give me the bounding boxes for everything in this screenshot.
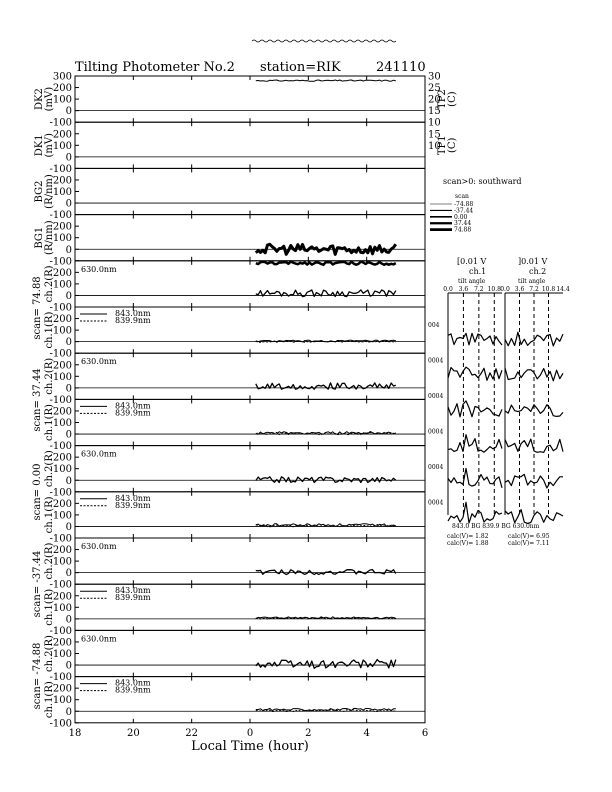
panel-ylabel: ch.2(R) bbox=[44, 635, 55, 672]
legend-843: 843.0nm bbox=[115, 586, 151, 596]
y-tick-label: 100 bbox=[52, 94, 72, 106]
calc-ch1-a: calc(V)= 1.82 bbox=[447, 533, 489, 540]
series-bg1 bbox=[256, 244, 396, 254]
panel-ylabel: BG1(R/nm) bbox=[34, 220, 55, 256]
panel-s2c2 bbox=[44, 353, 425, 406]
y-tick-label: 300 bbox=[52, 71, 72, 83]
y-tick-label: 100 bbox=[52, 695, 72, 707]
y-tick-label: 0 bbox=[65, 198, 72, 210]
y-tick-label: 200 bbox=[52, 545, 72, 557]
y-tick-label: 0 bbox=[65, 660, 72, 672]
scan-label-2: scan= 37.44 bbox=[32, 368, 43, 432]
ch1-tilt-label: tilt angle bbox=[458, 278, 486, 285]
y-tick-label: 200 bbox=[52, 267, 72, 279]
x-tick-label: 18 bbox=[68, 727, 82, 739]
panel-dk1 bbox=[34, 122, 425, 175]
panel-frame bbox=[75, 353, 425, 399]
figure-title: Tilting Photometer No.2 bbox=[75, 60, 235, 75]
scan-legend-label: 37.44 bbox=[454, 220, 472, 228]
y-tick-label: 200 bbox=[52, 683, 72, 695]
scan-legend-label: -37.44 bbox=[454, 207, 474, 215]
y-tick-label: 200 bbox=[52, 498, 72, 510]
scan-label-5: scan= -74.88 bbox=[32, 642, 43, 710]
y-tick-label: -100 bbox=[49, 210, 72, 222]
scan-label-3: scan= 0.00 bbox=[32, 463, 43, 521]
line-label-630: 630.0nm bbox=[81, 449, 117, 459]
y-tick-label: -100 bbox=[49, 672, 72, 684]
ch1-tilt-tick: 10.8 bbox=[487, 286, 501, 293]
series-dk2 bbox=[256, 80, 396, 81]
ch2-tilt-tick: 3.6 bbox=[514, 286, 525, 293]
x-tick-label: 22 bbox=[185, 727, 199, 739]
panel-bg1 bbox=[34, 215, 425, 268]
series-630-0nm bbox=[256, 383, 396, 389]
y-tick-label: 200 bbox=[52, 591, 72, 603]
y-tick-label: 0 bbox=[65, 429, 72, 441]
temp-tick-label: 25 bbox=[428, 83, 441, 94]
panel-frame bbox=[75, 76, 425, 122]
x-tick-label: 6 bbox=[421, 727, 429, 739]
ch1-tilt-tick: 0.0 bbox=[443, 286, 453, 293]
y-tick-label: 200 bbox=[52, 314, 72, 326]
y-tick-label: 0 bbox=[65, 706, 72, 718]
y-tick-label: 100 bbox=[52, 371, 72, 383]
y-tick-label: 0 bbox=[65, 290, 72, 302]
ch2-tilt-label: tilt angle bbox=[518, 278, 546, 285]
series-630-0nm bbox=[256, 477, 396, 483]
y-tick-label: 0 bbox=[65, 106, 72, 118]
y-tick-label: -100 bbox=[49, 256, 72, 268]
y-tick-label: -100 bbox=[49, 302, 72, 314]
ch1-tilt-tick: 7.2 bbox=[474, 286, 484, 293]
y-tick-label: 0 bbox=[65, 568, 72, 580]
y-tick-label: -100 bbox=[49, 163, 72, 175]
panel-ylabel: ch.1(R) bbox=[44, 588, 55, 626]
y-tick-label: -100 bbox=[49, 394, 72, 406]
panel-ylabel: BG2(R/nm) bbox=[34, 174, 55, 209]
panel-s4c1 bbox=[44, 584, 425, 637]
y-tick-label: -100 bbox=[49, 487, 72, 499]
legend-839: 839.9nm bbox=[115, 408, 151, 418]
y-tick-label: 200 bbox=[52, 83, 72, 95]
tilt-row-label: 0004 bbox=[428, 393, 444, 400]
y-tick-label: 0 bbox=[65, 152, 72, 164]
date-label: 241110 bbox=[376, 60, 426, 75]
temp-tick-label: 30 bbox=[428, 71, 441, 83]
legend-839: 839.9nm bbox=[115, 593, 151, 603]
tilt-bottom-labels: 843.0 BG 839.9 BG 630.0nm bbox=[452, 523, 540, 530]
line-label-630: 630.0nm bbox=[81, 357, 117, 367]
y-tick-label: 100 bbox=[52, 510, 72, 522]
legend-839: 839.9nm bbox=[115, 685, 151, 695]
scan-direction-note: scan>0: southward bbox=[443, 177, 522, 186]
ch2-tilt-tick: 7.2 bbox=[529, 286, 539, 293]
y-tick-label: 100 bbox=[52, 279, 72, 291]
header-wavy-trace bbox=[252, 40, 396, 42]
calc-ch2-a: calc(V)= 6.95 bbox=[508, 533, 550, 540]
y-tick-label: -100 bbox=[49, 533, 72, 545]
y-tick-label: 200 bbox=[52, 175, 72, 187]
y-tick-label: 200 bbox=[52, 452, 72, 464]
panel-s1c2 bbox=[44, 261, 425, 314]
y-tick-label: -100 bbox=[49, 348, 72, 360]
y-tick-label: 100 bbox=[52, 602, 72, 614]
y-tick-label: 100 bbox=[52, 325, 72, 337]
y-tick-label: 0 bbox=[65, 614, 72, 626]
panel-frame bbox=[75, 168, 425, 214]
station-label: station=RIK bbox=[260, 60, 341, 75]
panel-ylabel: ch.2(R) bbox=[44, 450, 55, 488]
y-tick-label: -100 bbox=[49, 441, 72, 453]
panel-ylabel: ch.1(R) bbox=[44, 681, 55, 719]
panel-ylabel: DK2(mV) bbox=[34, 86, 55, 112]
legend-843: 843.0nm bbox=[115, 678, 151, 688]
tilt-row-label: 004 bbox=[428, 322, 440, 329]
panel-frame bbox=[75, 261, 425, 307]
y-tick-label: 200 bbox=[52, 129, 72, 141]
series-bg1-low bbox=[256, 262, 396, 265]
x-axis-title: Local Time (hour) bbox=[191, 738, 309, 754]
line-label-630: 630.0nm bbox=[81, 264, 117, 274]
panel-ylabel: ch.1(R) bbox=[44, 404, 55, 441]
y-tick-label: 200 bbox=[52, 406, 72, 418]
y-tick-label: 0 bbox=[65, 521, 72, 533]
panel-ylabel: ch.2(R) bbox=[44, 542, 55, 580]
panel-s5c2 bbox=[44, 630, 425, 683]
panel-s3c2 bbox=[44, 446, 425, 499]
x-tick-label: 20 bbox=[126, 727, 140, 739]
line-label-630: 630.0nm bbox=[81, 542, 117, 551]
ch1-scale: [0.01 V bbox=[457, 257, 487, 266]
legend-843: 843.0nm bbox=[115, 493, 151, 503]
panel-s2c1 bbox=[44, 399, 425, 452]
y-tick-label: 100 bbox=[52, 556, 72, 568]
ch2-tilt-tick: 14.4 bbox=[556, 286, 570, 293]
y-tick-label: -100 bbox=[49, 117, 72, 129]
y-tick-label: 200 bbox=[52, 221, 72, 233]
x-tick-label: 0 bbox=[246, 727, 254, 739]
tilt-row-label: 0004 bbox=[428, 464, 444, 471]
x-axis bbox=[69, 728, 429, 754]
tp1-label: TP1(C) bbox=[437, 135, 458, 156]
y-tick-label: -100 bbox=[49, 718, 72, 730]
legend-843: 843.0nm bbox=[115, 401, 151, 411]
panel-dk2 bbox=[34, 72, 425, 129]
series-630-0nm bbox=[256, 660, 396, 669]
temp-tick-label: 15 bbox=[428, 129, 441, 141]
temp-tick-label: 10 bbox=[428, 117, 441, 129]
y-tick-label: -100 bbox=[49, 579, 72, 591]
scan-legend-label: 74.88 bbox=[454, 226, 472, 234]
y-tick-label: 200 bbox=[52, 637, 72, 649]
temp-tick-label: 15 bbox=[428, 106, 441, 118]
tilt-angle-panel bbox=[428, 177, 570, 547]
panel-frame bbox=[75, 538, 425, 584]
tilt-row-label: 0004 bbox=[428, 357, 444, 365]
panel-bg2 bbox=[34, 168, 425, 221]
series-630-0nm bbox=[256, 570, 396, 575]
panel-ylabel: ch.2(R) bbox=[44, 265, 55, 303]
legend-head: scan bbox=[455, 193, 469, 200]
legend-839: 839.9nm bbox=[115, 500, 151, 510]
line-label-630: 630.0nm bbox=[81, 634, 117, 644]
ch2-tilt-tick: 0.0 bbox=[500, 286, 510, 293]
ch2-name: ch.2 bbox=[529, 267, 547, 276]
ch2-scale: ]0.01 V bbox=[518, 257, 548, 266]
scan-legend-label: -74.88 bbox=[454, 201, 474, 208]
y-tick-label: 100 bbox=[52, 649, 72, 660]
calc-ch2-b: calc(V)= 7.11 bbox=[508, 540, 550, 547]
x-tick-label: 4 bbox=[363, 727, 370, 739]
legend-843: 843.0nm bbox=[115, 309, 151, 318]
ch1-name: ch.1 bbox=[469, 267, 487, 276]
y-tick-label: 0 bbox=[65, 337, 72, 349]
y-tick-label: 100 bbox=[52, 418, 72, 429]
panel-ylabel: ch.1(R) bbox=[44, 311, 55, 349]
y-tick-label: 200 bbox=[52, 360, 72, 372]
panel-s4c2 bbox=[44, 538, 425, 591]
scan-label-4: scan= -37.44 bbox=[32, 550, 43, 618]
panel-frame bbox=[75, 630, 425, 676]
calc-ch1-b: calc(V)= 1.88 bbox=[447, 540, 489, 547]
legend-839: 839.9nm bbox=[115, 316, 151, 325]
tilt-row-label: 0004 bbox=[428, 428, 444, 436]
y-tick-label: 0 bbox=[65, 383, 72, 395]
y-tick-label: 100 bbox=[52, 464, 72, 476]
scan-label-1: scan= 74.88 bbox=[32, 276, 43, 340]
panel-frame bbox=[75, 446, 425, 492]
panel-ylabel: DK1(mV) bbox=[34, 133, 55, 158]
y-tick-label: -100 bbox=[49, 625, 72, 637]
y-tick-label: 100 bbox=[52, 233, 72, 245]
tp2-label: TP2(C) bbox=[437, 89, 458, 109]
ch1-tilt-tick: 3.6 bbox=[458, 286, 469, 293]
panel-s5c1 bbox=[44, 677, 425, 730]
y-tick-label: 100 bbox=[52, 140, 72, 152]
panel-ylabel: ch.2(R) bbox=[44, 357, 55, 395]
y-tick-label: 0 bbox=[65, 475, 72, 487]
temp-tick-label: 20 bbox=[428, 94, 441, 106]
panel-stack bbox=[34, 72, 458, 730]
panel-frame bbox=[75, 122, 425, 168]
scan-group-labels bbox=[32, 276, 43, 709]
y-tick-label: 0 bbox=[65, 244, 72, 256]
y-tick-label: 100 bbox=[52, 187, 72, 198]
tilt-row-label: 0004 bbox=[428, 499, 444, 507]
x-tick-label: 2 bbox=[305, 727, 312, 739]
panel-s1c1 bbox=[44, 307, 425, 360]
scan-legend-label: 0.00 bbox=[454, 213, 468, 221]
panel-ylabel: ch.1(R) bbox=[44, 496, 55, 534]
panel-s3c1 bbox=[44, 492, 425, 545]
ch2-tilt-tick: 10.8 bbox=[541, 286, 556, 293]
temp-tick-label: 10 bbox=[428, 140, 441, 152]
